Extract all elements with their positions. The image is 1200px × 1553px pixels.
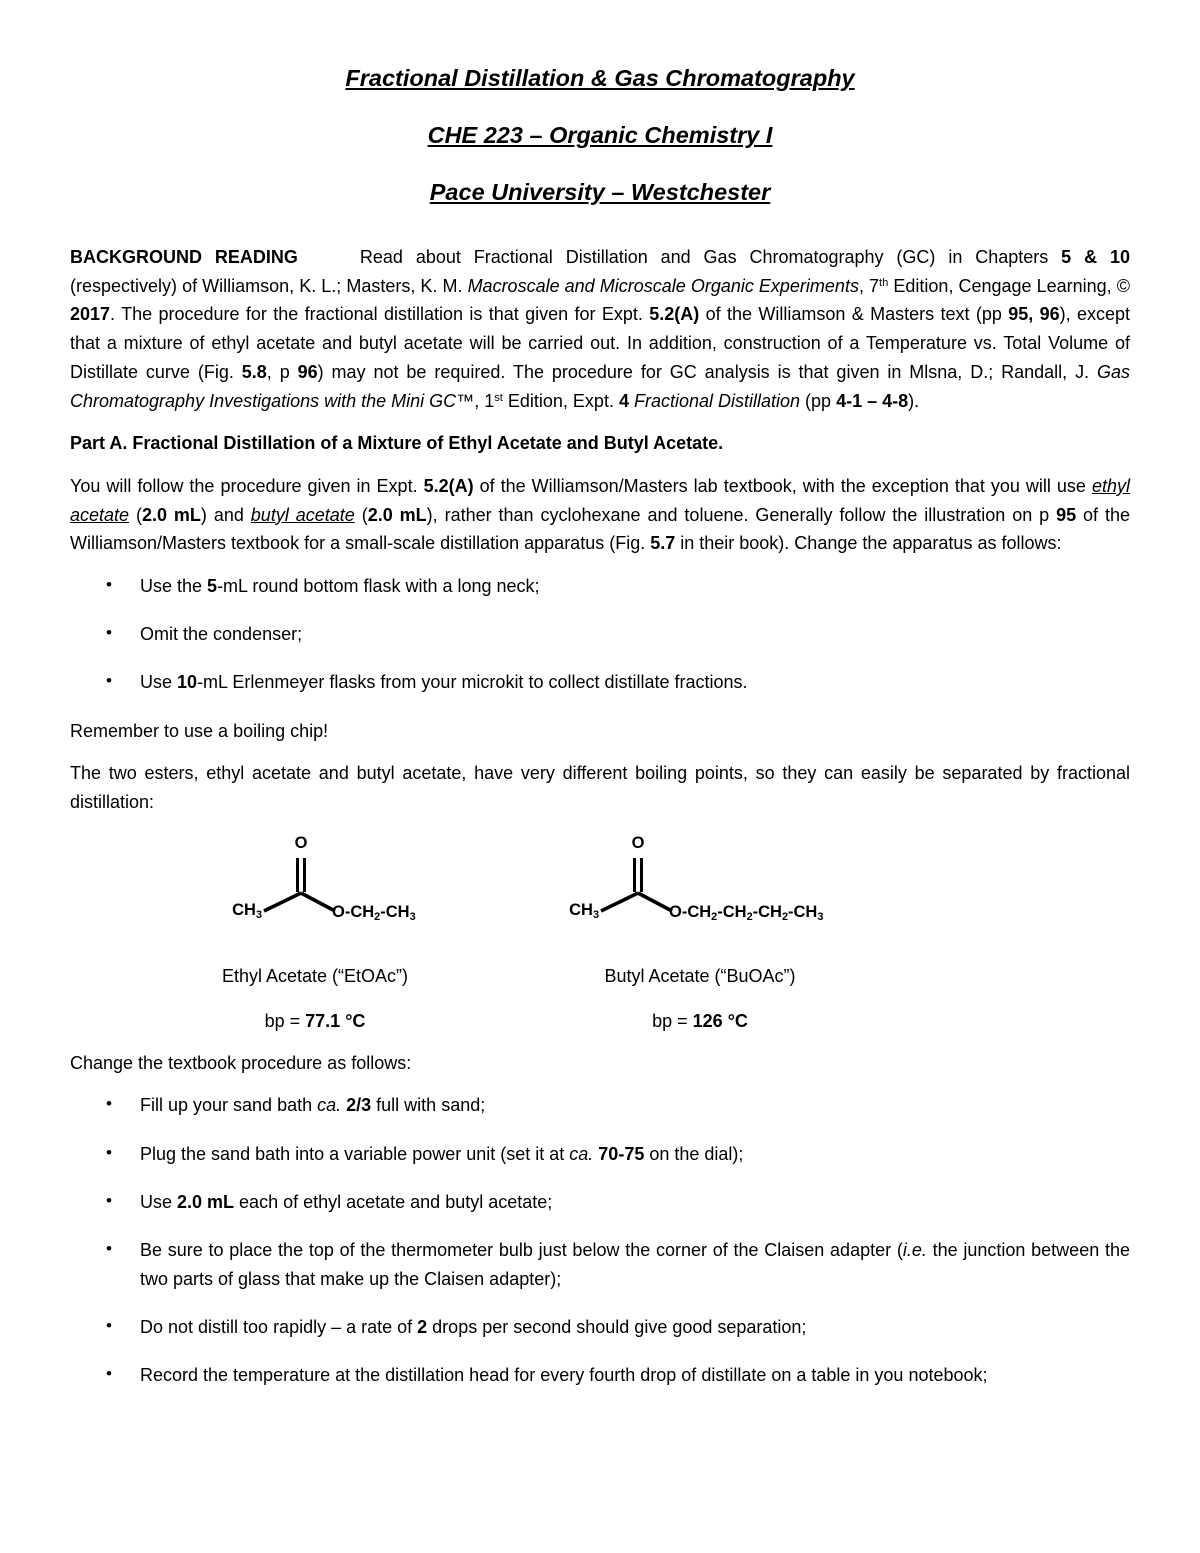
document-title: Fractional Distillation & Gas Chromatography bbox=[345, 65, 855, 91]
list-item: • Omit the condenser; bbox=[140, 620, 1130, 649]
list-item: • Record the temperature at the distillation head for every fourth drop of distillate on a table in you notebook; bbox=[140, 1361, 1130, 1390]
boiling-chip-note: Remember to use a boiling chip! bbox=[70, 720, 329, 741]
methyl-group-label: CH3 bbox=[569, 900, 599, 922]
ethyl-acetate-boiling-point: bp = 77.1 °C bbox=[264, 1011, 366, 1032]
institution-title: Pace University – Westchester bbox=[429, 179, 771, 205]
background-reading-paragraph: BACKGROUND READING Read about Fractional Distillation and Gas Chromatography (GC) in Chapters 5 & 10 (respectively) of Williamson, K. L.; Masters, K. M. Macroscale and Microscale Organic Experiments, 7th Edition, Cengage Learning, © 2017. The procedure for the fractional distillation is that given for Expt. 5.2(A) of the Williamson & Masters text (pp 95, 96), except that a mixture of ethyl acetate and butyl acetate will be carried out. In addition, construction of a Temperature vs. Total Volume of Distillate curve (Fig. 5.8, p 96) may not be required. The procedure for GC analysis is that given in Mlsna, D.; Randall, J. Gas Chromatography Investigations with the Mini GC™, 1st Edition, Expt. 4 Fractional Distillation (pp 4-1 – 4-8). bbox=[70, 247, 1131, 411]
list-item: • Use 2.0 mL each of ethyl acetate and butyl acetate; bbox=[140, 1188, 1130, 1217]
carbonyl-oxygen-label: O bbox=[294, 833, 308, 852]
ethyl-acetate-structure bbox=[180, 831, 450, 1036]
butoxy-chain-label: O-CH2-CH2-CH2-CH3 bbox=[669, 902, 824, 924]
list-item: • Fill up your sand bath ca. 2/3 full with sand; bbox=[140, 1091, 1130, 1120]
apparatus-changes-list bbox=[70, 572, 1130, 697]
chemical-structures bbox=[70, 831, 1130, 1043]
list-item: • Use 10-mL Erlenmeyer flasks from your microkit to collect distillate fractions. bbox=[140, 668, 1130, 697]
esters-paragraph: The two esters, ethyl acetate and butyl acetate, have very different boiling points, so they can easily be separated by fractional distillation: bbox=[70, 763, 1130, 813]
list-item: • Use the 5-mL round bottom flask with a long neck; bbox=[140, 572, 1130, 601]
ethyl-acetate-bonds-icon bbox=[180, 831, 450, 941]
part-a-intro-paragraph: You will follow the procedure given in Expt. 5.2(A) of the Williamson/Masters lab textbook, with the exception that you will use ethyl acetate (2.0 mL) and butyl acetate (2.0 mL), rather than cyclohexane and toluene. Generally follow the illustration on p 95 of the Williamson/Masters textbook for a small-scale distillation apparatus (Fig. 5.7 in their book). Change the apparatus as follows: bbox=[70, 475, 1131, 554]
carbonyl-oxygen-label: O bbox=[631, 833, 645, 852]
butyl-acetate-bonds-icon bbox=[555, 831, 845, 941]
methyl-group-label: CH3 bbox=[232, 900, 262, 922]
butyl-acetate-drawing bbox=[555, 831, 845, 941]
list-item: • Plug the sand bath into a variable power unit (set it at ca. 70-75 on the dial); bbox=[140, 1140, 1130, 1169]
butyl-acetate-caption: Butyl Acetate (“BuOAc”) bbox=[604, 965, 796, 986]
course-title: CHE 223 – Organic Chemistry I bbox=[427, 122, 773, 148]
procedure-changes-list bbox=[70, 1091, 1130, 1389]
list-item: • Do not distill too rapidly – a rate of 2 drops per second should give good separation; bbox=[140, 1313, 1130, 1342]
ethoxy-chain-label: O-CH2-CH3 bbox=[332, 902, 416, 924]
butyl-acetate-boiling-point: bp = 126 °C bbox=[652, 1011, 748, 1032]
procedure-heading: Change the textbook procedure as follows: bbox=[70, 1052, 412, 1073]
ethyl-acetate-caption: Ethyl Acetate (“EtOAc”) bbox=[221, 965, 409, 986]
butyl-acetate-structure bbox=[555, 831, 845, 1036]
ethyl-acetate-drawing bbox=[180, 831, 450, 941]
list-item: • Be sure to place the top of the thermometer bulb just below the corner of the Claisen adapter (i.e. the junction between the two parts of glass that make up the Claisen adapter); bbox=[140, 1236, 1130, 1293]
part-a-heading: Part A. Fractional Distillation of a Mixture of Ethyl Acetate and Butyl Acetate. bbox=[70, 433, 724, 454]
